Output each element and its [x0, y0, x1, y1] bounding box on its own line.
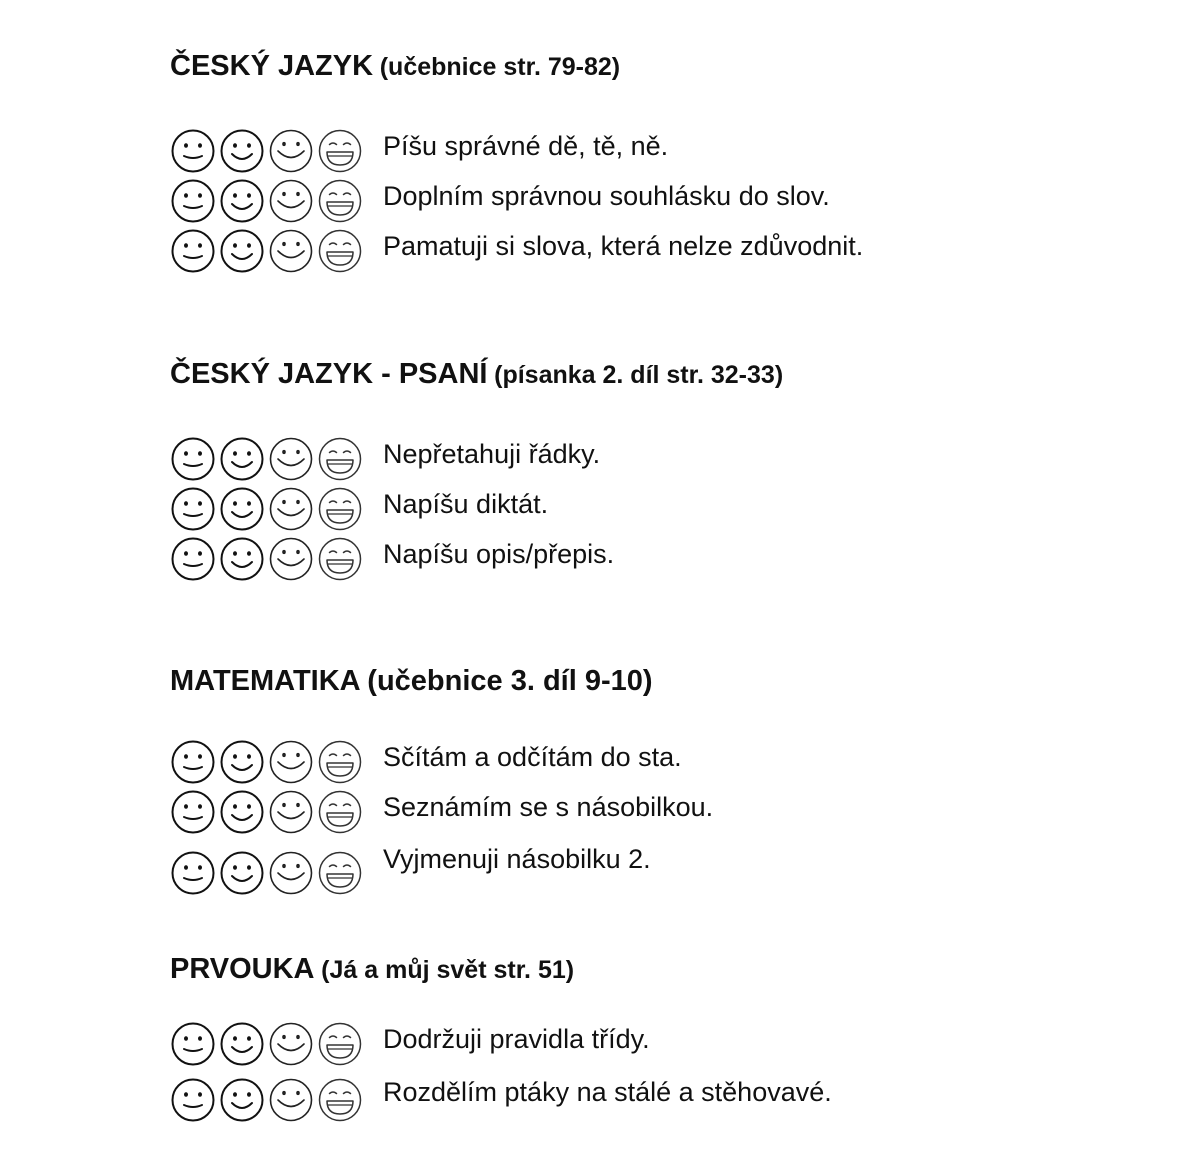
- goal-row: [170, 837, 1070, 897]
- slight-smile-face-icon[interactable]: [219, 128, 265, 174]
- rating-faces: [170, 850, 366, 896]
- slight-smile-face-icon[interactable]: [219, 789, 265, 835]
- section-cesky-jazyk: [170, 50, 1070, 261]
- goal-row: [170, 787, 1070, 837]
- smile-face-icon[interactable]: [268, 1021, 314, 1067]
- grin-face-icon[interactable]: [317, 178, 363, 224]
- smile-face-icon[interactable]: [268, 536, 314, 582]
- slight-smile-face-icon[interactable]: [219, 228, 265, 274]
- grin-face-icon[interactable]: [317, 1021, 363, 1067]
- section-title-sub: (učebnice 3. díl 9-10): [367, 665, 653, 697]
- grin-face-icon[interactable]: [317, 228, 363, 274]
- smile-face-icon[interactable]: [268, 789, 314, 835]
- goal-list: [170, 737, 1070, 897]
- neutral-face-icon[interactable]: [170, 536, 216, 582]
- goal-statement: Napíšu opis/přepis.: [383, 538, 615, 569]
- goal-row: [170, 176, 1070, 226]
- smile-face-icon[interactable]: [268, 128, 314, 174]
- goal-row: [170, 434, 1070, 484]
- rating-faces: [170, 739, 366, 785]
- neutral-face-icon[interactable]: [170, 128, 216, 174]
- slight-smile-face-icon[interactable]: [219, 1077, 265, 1123]
- neutral-face-icon[interactable]: [170, 486, 216, 532]
- goal-statement: Nepřetahuji řádky.: [383, 438, 601, 469]
- rating-faces: [170, 178, 366, 224]
- grin-face-icon[interactable]: [317, 850, 363, 896]
- neutral-face-icon[interactable]: [170, 178, 216, 224]
- goal-statement: Seznámím se s násobilkou.: [383, 791, 714, 822]
- section-matematika: [170, 665, 1070, 874]
- goal-statement: Rozdělím ptáky na stálé a stěhovavé.: [383, 1076, 832, 1107]
- goal-statement: Doplním správnou souhlásku do slov.: [383, 180, 830, 211]
- rating-faces: [170, 128, 366, 174]
- goal-row: [170, 126, 1070, 176]
- section-title-main: ČESKÝ JAZYK - PSANÍ: [170, 358, 488, 390]
- smile-face-icon[interactable]: [268, 1077, 314, 1123]
- neutral-face-icon[interactable]: [170, 1021, 216, 1067]
- rating-faces: [170, 1021, 366, 1067]
- goal-statement: Píšu správné dě, tě, ně.: [383, 130, 669, 161]
- neutral-face-icon[interactable]: [170, 850, 216, 896]
- slight-smile-face-icon[interactable]: [219, 436, 265, 482]
- smile-face-icon[interactable]: [268, 228, 314, 274]
- neutral-face-icon[interactable]: [170, 436, 216, 482]
- goal-row: [170, 226, 1070, 276]
- neutral-face-icon[interactable]: [170, 789, 216, 835]
- neutral-face-icon[interactable]: [170, 739, 216, 785]
- goal-list: [170, 126, 1070, 276]
- goal-row: [170, 534, 1070, 584]
- rating-faces: [170, 536, 366, 582]
- section-title-main: ČESKÝ JAZYK: [170, 50, 374, 82]
- slight-smile-face-icon[interactable]: [219, 178, 265, 224]
- goal-statement: Dodržuji pravidla třídy.: [383, 1023, 650, 1054]
- rating-faces: [170, 486, 366, 532]
- section-title-sub: (Já a můj svět str. 51): [321, 956, 575, 984]
- section-prvouka: [170, 953, 1070, 1107]
- goal-row: [170, 737, 1070, 787]
- section-title: [170, 665, 1070, 698]
- slight-smile-face-icon[interactable]: [219, 536, 265, 582]
- neutral-face-icon[interactable]: [170, 228, 216, 274]
- section-cesky-jazyk-psani: [170, 358, 1070, 569]
- section-title: [170, 50, 1070, 83]
- section-title-sub: (písanka 2. díl str. 32-33): [494, 361, 784, 389]
- goal-row: [170, 484, 1070, 534]
- smile-face-icon[interactable]: [268, 178, 314, 224]
- grin-face-icon[interactable]: [317, 128, 363, 174]
- smile-face-icon[interactable]: [268, 486, 314, 532]
- grin-face-icon[interactable]: [317, 436, 363, 482]
- grin-face-icon[interactable]: [317, 486, 363, 532]
- smile-face-icon[interactable]: [268, 436, 314, 482]
- smile-face-icon[interactable]: [268, 739, 314, 785]
- rating-faces: [170, 436, 366, 482]
- goal-statement: Sčítám a odčítám do sta.: [383, 741, 682, 772]
- grin-face-icon[interactable]: [317, 1077, 363, 1123]
- goal-statement: Vyjmenuji násobilku 2.: [383, 843, 651, 874]
- grin-face-icon[interactable]: [317, 536, 363, 582]
- section-title-main: MATEMATIKA: [170, 665, 361, 697]
- slight-smile-face-icon[interactable]: [219, 739, 265, 785]
- rating-faces: [170, 1077, 366, 1123]
- rating-faces: [170, 789, 366, 835]
- goal-list: [170, 434, 1070, 584]
- grin-face-icon[interactable]: [317, 739, 363, 785]
- slight-smile-face-icon[interactable]: [219, 1021, 265, 1067]
- section-title: [170, 358, 1070, 391]
- section-title-main: PRVOUKA: [170, 953, 315, 985]
- neutral-face-icon[interactable]: [170, 1077, 216, 1123]
- goal-list: [170, 1019, 1070, 1125]
- goal-statement: Napíšu diktát.: [383, 488, 549, 519]
- goal-row: [170, 1019, 1070, 1069]
- grin-face-icon[interactable]: [317, 789, 363, 835]
- rating-faces: [170, 228, 366, 274]
- section-title-sub: (učebnice str. 79-82): [379, 53, 621, 81]
- smile-face-icon[interactable]: [268, 850, 314, 896]
- goal-row: [170, 1069, 1070, 1125]
- slight-smile-face-icon[interactable]: [219, 850, 265, 896]
- goal-statement: Pamatuji si slova, která nelze zdůvodnit.: [383, 230, 864, 261]
- section-title: [170, 953, 1070, 986]
- slight-smile-face-icon[interactable]: [219, 486, 265, 532]
